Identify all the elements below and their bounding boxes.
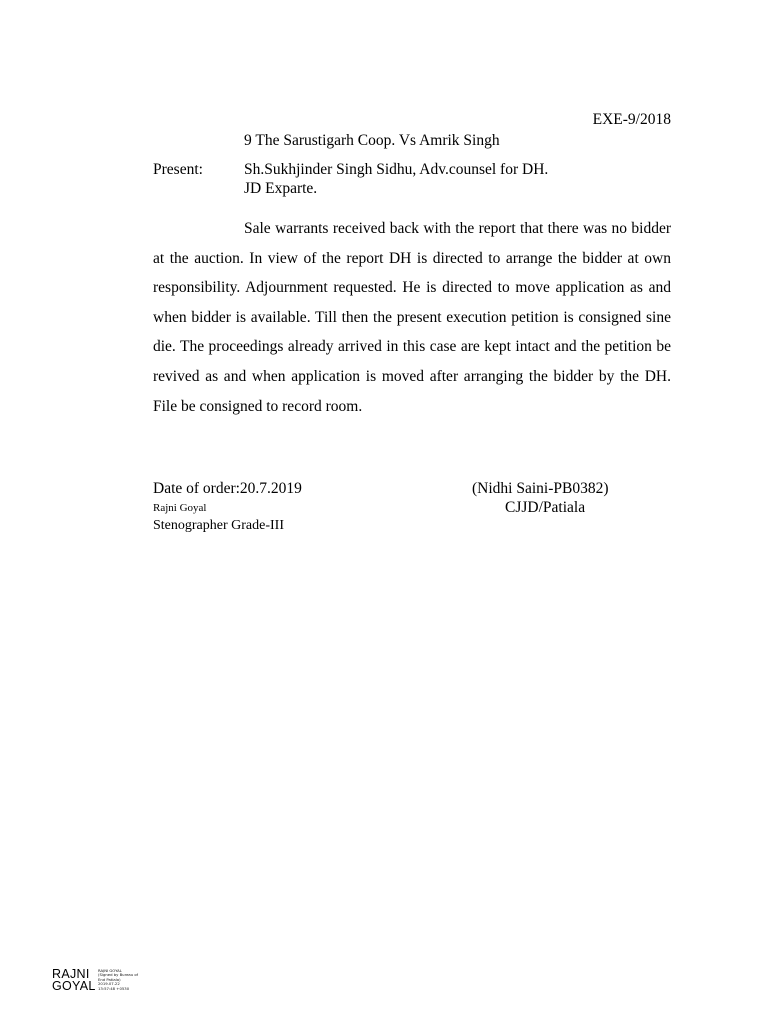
present-counsel: Sh.Sukhjinder Singh Sidhu, Adv.counsel for DH. [244, 161, 549, 178]
judge-designation: CJJD/Patiala [505, 499, 586, 516]
judge-name: (Nidhi Saini-PB0382) [472, 480, 609, 497]
case-title: 9 The Sarustigarh Coop. Vs Amrik Singh [244, 132, 500, 149]
stenographer-grade: Stenographer Grade-III [153, 518, 284, 533]
present-jd-status: JD Exparte. [244, 180, 318, 197]
order-date: Date of order:20.7.2019 [153, 480, 302, 497]
digital-signature-stamp [52, 968, 162, 1000]
stenographer-name: Rajni Goyal [153, 502, 207, 514]
signature-name: RAJNI GOYAL [52, 967, 96, 993]
case-number: EXE-9/2018 [592, 111, 671, 128]
order-body: Sale warrants received back with the report that there was no bidder at the auction. In view of the report DH is directed to arrange the bidder at own responsibility. Adjournment requested. He is directed to move application as and when bidder is available. Till then the present execution petition is consigned sine die. The proceedings already arrived in this case are kept intact and the petition be revived as and when application is moved after arranging the bidder by the DH. File be consigned to record room. [153, 220, 671, 415]
present-label: Present: [153, 161, 203, 178]
signature-details: RAJNI GOYAL (Signed by Bureau of End Patiala) 2019.07.22 13:57:48 +0530 [98, 968, 139, 991]
